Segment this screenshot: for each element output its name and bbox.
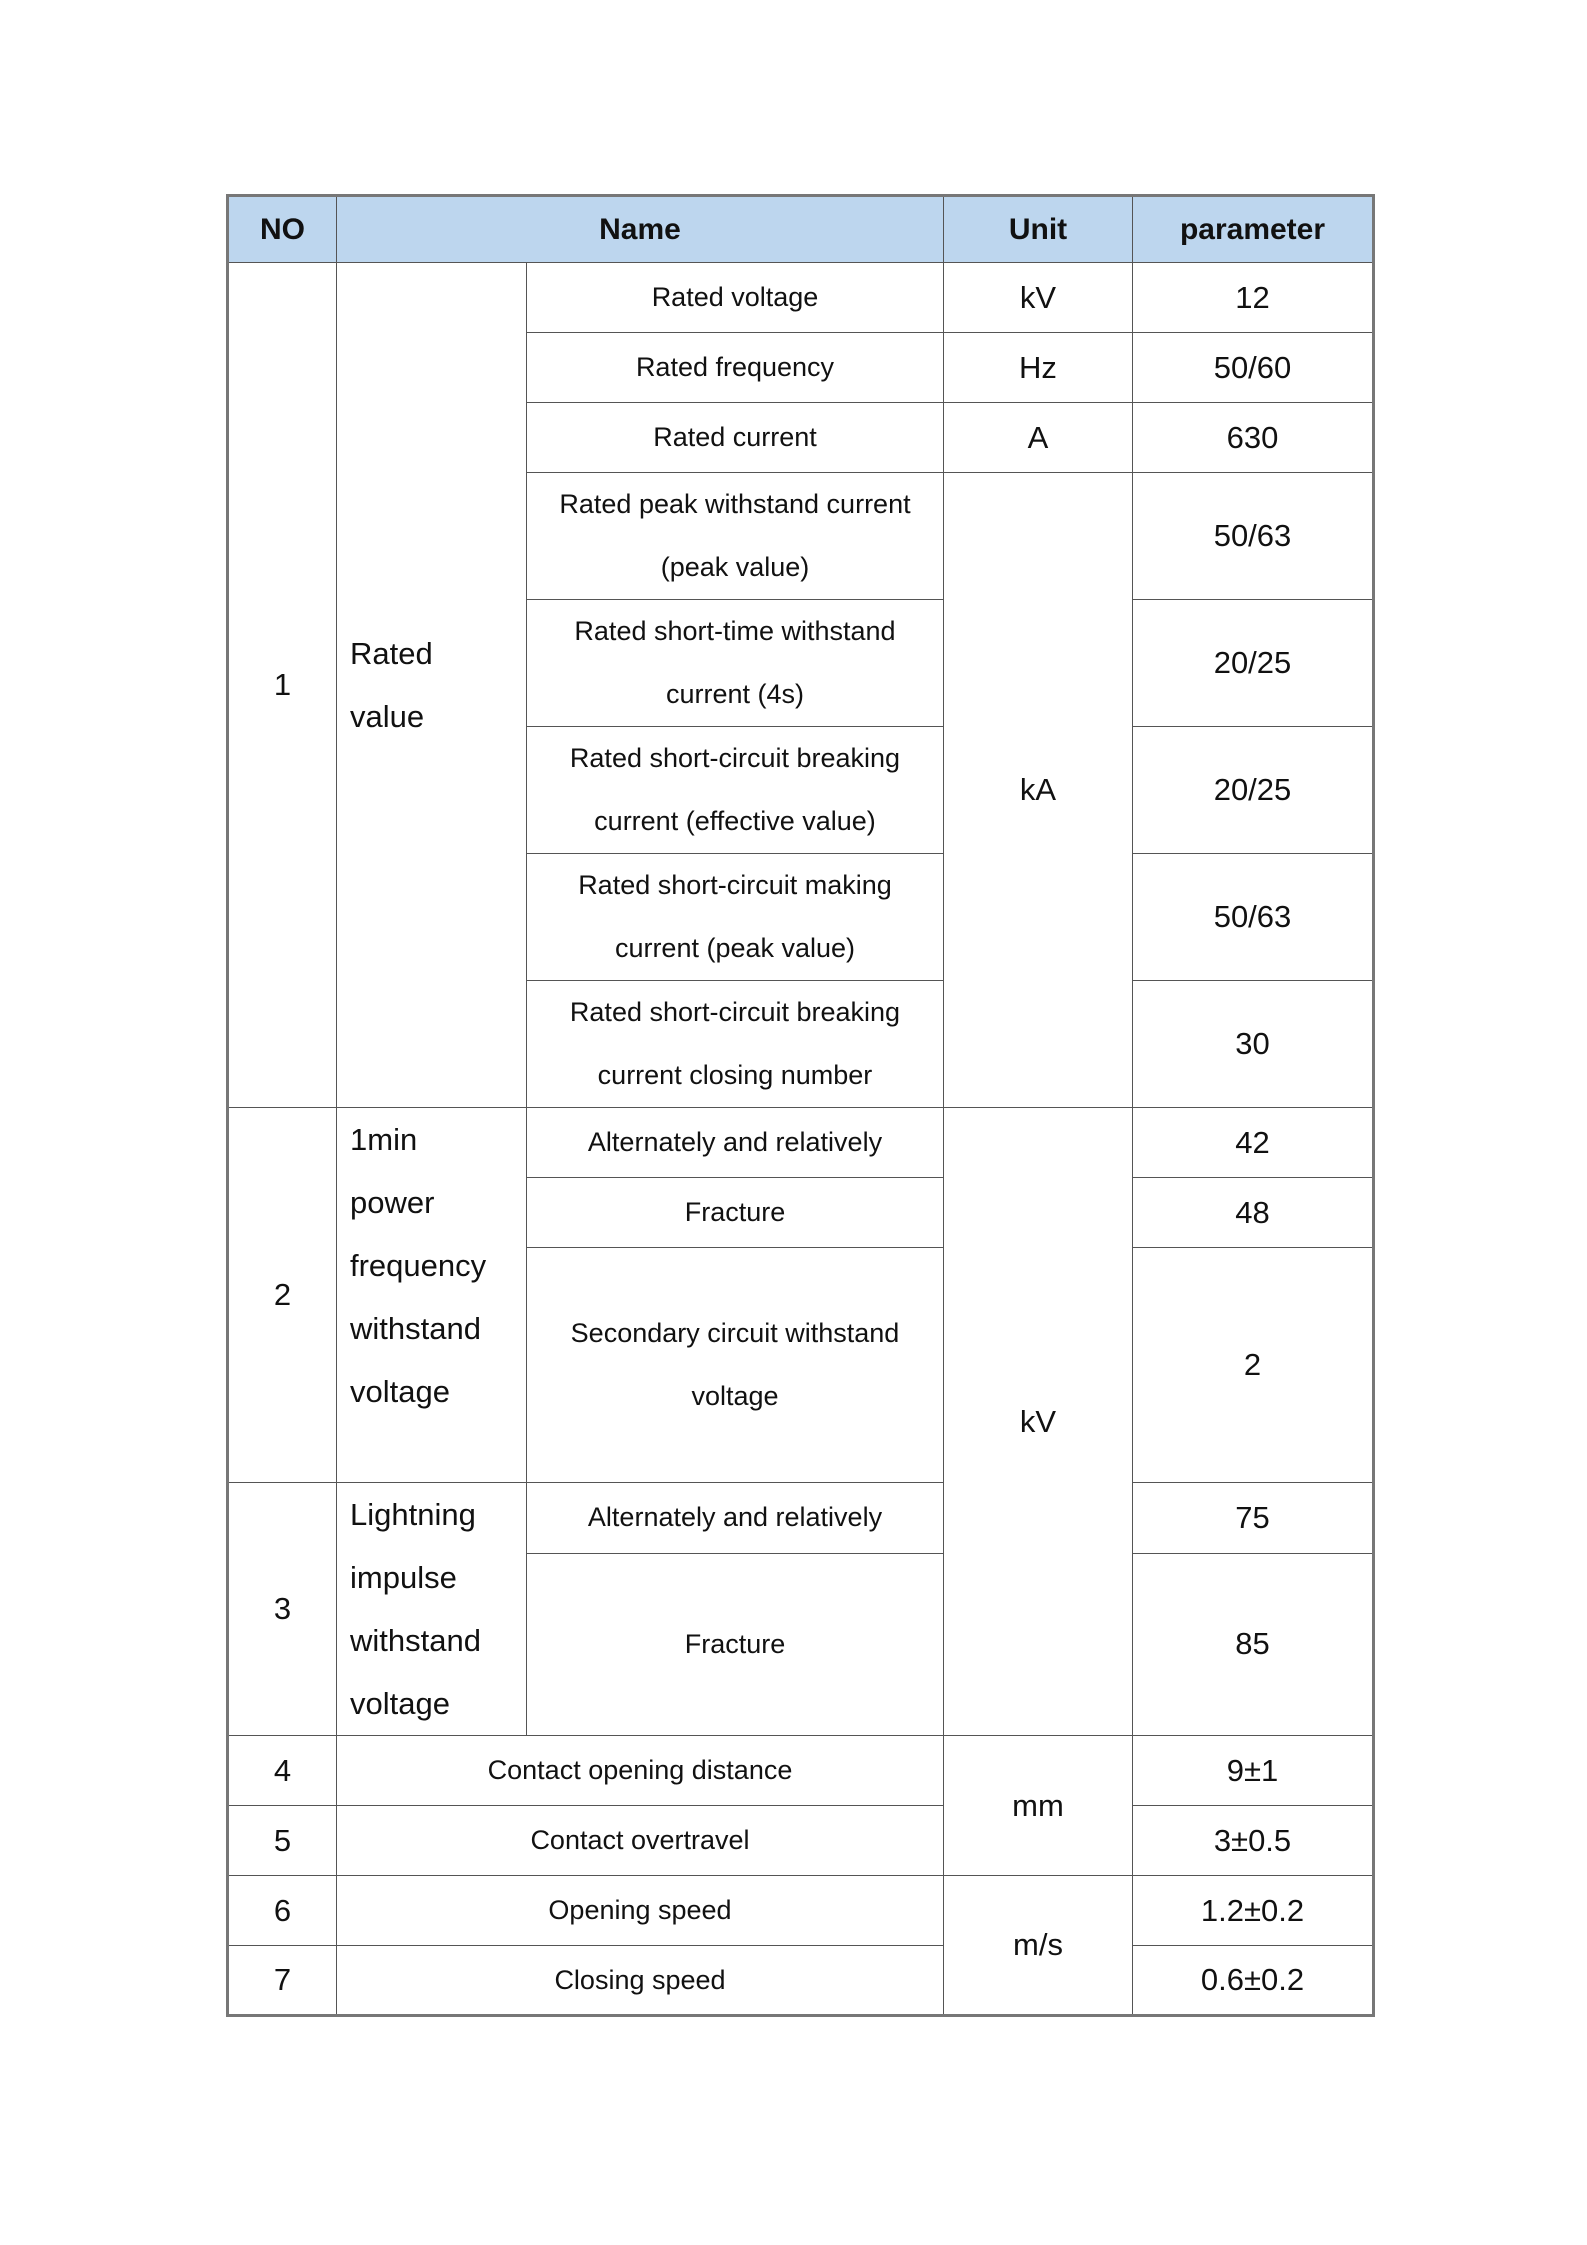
- group-name-line: Rated: [350, 636, 433, 671]
- group-name-line: 1min: [350, 1122, 418, 1157]
- unit-cell: A: [944, 403, 1133, 473]
- parameter-cell: 20/25: [1133, 600, 1374, 727]
- item-name: Contact overtravel: [337, 1806, 944, 1876]
- item-name-line: Rated short-circuit making: [578, 870, 892, 900]
- table-row: [228, 1946, 1374, 2016]
- item-name: [527, 727, 944, 854]
- parameter-cell: 42: [1133, 1108, 1374, 1178]
- item-name-line: Secondary circuit withstand: [570, 1318, 900, 1348]
- header-parameter: parameter: [1133, 196, 1374, 263]
- parameter-cell: 48: [1133, 1178, 1374, 1248]
- group-name-line: power: [350, 1185, 435, 1220]
- parameter-cell: 2: [1133, 1248, 1374, 1483]
- item-name: Rated frequency: [527, 333, 944, 403]
- group-name-line: value: [350, 699, 425, 734]
- item-name-line: Rated peak withstand current: [559, 489, 911, 519]
- group-name-line: voltage: [350, 1686, 450, 1721]
- row-no: 6: [228, 1876, 337, 1946]
- item-name: [527, 981, 944, 1108]
- parameter-cell: 50/63: [1133, 473, 1374, 600]
- unit-cell: kV: [944, 263, 1133, 333]
- item-name-line: Rated short-circuit breaking: [569, 743, 901, 773]
- item-name: Alternately and relatively: [527, 1483, 944, 1554]
- unit-cell: kA: [944, 473, 1133, 1108]
- group-name-line: withstand: [350, 1311, 481, 1346]
- item-name: [527, 600, 944, 727]
- item-name: Rated voltage: [527, 263, 944, 333]
- unit-cell: Hz: [944, 333, 1133, 403]
- parameter-cell: 12: [1133, 263, 1374, 333]
- item-name: Fracture: [527, 1178, 944, 1248]
- item-name-line: current (peak value): [614, 933, 856, 963]
- group-name-lightning-impulse: [337, 1483, 527, 1736]
- header-no: NO: [228, 196, 337, 263]
- item-name-line: current (4s): [665, 679, 805, 709]
- parameter-cell: 30: [1133, 981, 1374, 1108]
- group-name-line: withstand: [350, 1623, 481, 1658]
- group-name-power-frequency: [337, 1108, 527, 1483]
- row-no: 3: [228, 1483, 337, 1736]
- group-name-line: impulse: [350, 1560, 457, 1595]
- parameter-cell: 9±1: [1133, 1736, 1374, 1806]
- table-row: [228, 1876, 1374, 1946]
- parameter-cell: 85: [1133, 1553, 1374, 1735]
- item-name-line: Rated short-time withstand: [574, 616, 896, 646]
- spec-table: [226, 194, 1375, 2017]
- header-row: [228, 196, 1374, 263]
- item-name: Closing speed: [337, 1946, 944, 2016]
- item-name: [527, 854, 944, 981]
- parameter-cell: 50/63: [1133, 854, 1374, 981]
- table-row: [228, 1806, 1374, 1876]
- row-no: 2: [228, 1108, 337, 1483]
- parameter-cell: 630: [1133, 403, 1374, 473]
- item-name-line: Rated short-circuit breaking: [569, 997, 901, 1027]
- parameter-cell: 75: [1133, 1483, 1374, 1554]
- group-name-rated-value: [337, 263, 527, 1108]
- group-name-line: frequency: [350, 1248, 487, 1283]
- header-name: Name: [337, 196, 944, 263]
- item-name: [527, 473, 944, 600]
- item-name-line: voltage: [691, 1381, 779, 1411]
- group-name-line: Lightning: [350, 1497, 476, 1532]
- header-unit: Unit: [944, 196, 1133, 263]
- item-name: Rated current: [527, 403, 944, 473]
- item-name-line: current (effective value): [594, 806, 876, 836]
- parameter-cell: 0.6±0.2: [1133, 1946, 1374, 2016]
- row-no: 5: [228, 1806, 337, 1876]
- table-row: [228, 1736, 1374, 1806]
- parameter-cell: 50/60: [1133, 333, 1374, 403]
- row-no: 4: [228, 1736, 337, 1806]
- item-name: Contact opening distance: [337, 1736, 944, 1806]
- parameter-cell: 1.2±0.2: [1133, 1876, 1374, 1946]
- row-no: 7: [228, 1946, 337, 2016]
- item-name-line: (peak value): [660, 552, 810, 582]
- group-name-line: voltage: [350, 1374, 450, 1409]
- unit-cell: mm: [944, 1736, 1133, 1876]
- table-row: [228, 263, 1374, 333]
- item-name: Alternately and relatively: [527, 1108, 944, 1178]
- unit-cell: m/s: [944, 1876, 1133, 2016]
- table-row: [228, 1483, 1374, 1554]
- parameter-cell: 20/25: [1133, 727, 1374, 854]
- row-no: 1: [228, 263, 337, 1108]
- item-name: Fracture: [527, 1553, 944, 1735]
- parameter-cell: 3±0.5: [1133, 1806, 1374, 1876]
- table-row: [228, 1108, 1374, 1178]
- item-name: Opening speed: [337, 1876, 944, 1946]
- item-name: [527, 1248, 944, 1483]
- unit-cell: kV: [944, 1108, 1133, 1736]
- item-name-line: current closing number: [597, 1060, 873, 1090]
